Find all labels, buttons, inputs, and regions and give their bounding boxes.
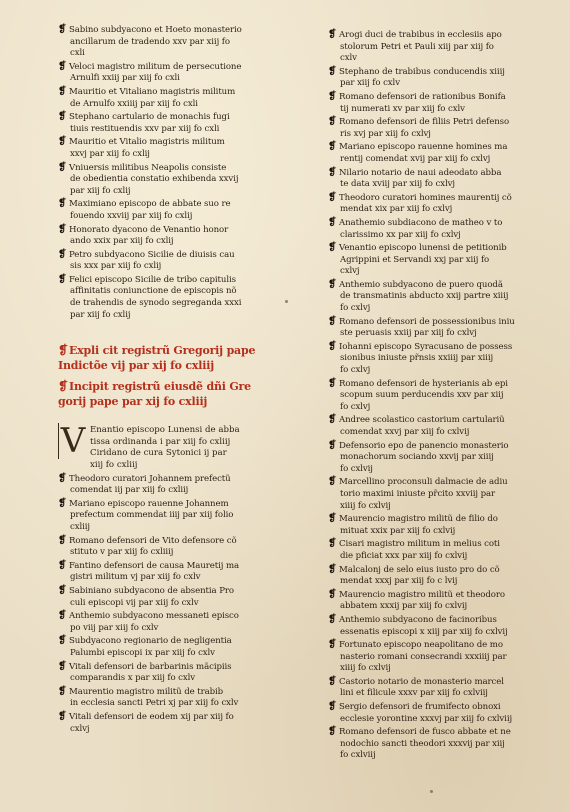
paper-speck <box>430 790 433 793</box>
entry-text: Theodoro curatori Johannem prefectũ comendat iij par xiij fo cxliij <box>69 473 231 496</box>
register-entry <box>328 242 538 278</box>
register-entry <box>328 116 538 140</box>
register-entry <box>58 162 290 198</box>
entry-text: Vitali defensori de barbarinis mãcipiis comparandis x par xiij fo cxlv <box>69 661 232 684</box>
pilcrow-icon: ❡ <box>58 136 67 148</box>
entry-text: Defensorio epo de panencio monasterio monachorum sociando xxvij par xiiij fo cxlvij <box>339 440 509 474</box>
rubric-explicit <box>58 343 290 373</box>
pilcrow-icon: ❡ <box>328 701 337 713</box>
pilcrow-icon: ❡ <box>58 497 67 509</box>
register-entry <box>328 167 538 191</box>
register-entry <box>58 224 290 248</box>
entry-text: Malcalonj de selo eius iusto pro do cõ mendat xxxj par xiij fo c lvij <box>339 564 500 587</box>
pilcrow-icon: ❡ <box>328 439 337 451</box>
left-top-entries <box>58 24 290 321</box>
pilcrow-icon: ❡ <box>328 726 337 738</box>
entry-text: Maurentio magistro militũ de trabib in ecclesia sancti Petri xj par xiij fo cxlv <box>69 686 239 709</box>
pilcrow-icon: ❡ <box>328 191 337 203</box>
entry-text: Mauritio et Vitalio magistris militum xxvj par xiij fo cxlij <box>69 137 225 159</box>
entry-text: Stephano de trabibus conducendis xiiij par xiij fo cxlv <box>339 66 505 89</box>
register-entry <box>328 476 538 512</box>
entry-text: Castorio notario de monasterio marcel lini et filicule xxxv par xiij fo cxlviij <box>339 676 504 699</box>
entry-text: Venantio episcopo lunensi de petitionib Agrippini et Servandi xxj par xiij fo cxlvj <box>339 243 507 277</box>
pilcrow-icon: ❡ <box>328 563 337 575</box>
pilcrow-icon: ❡ <box>58 584 67 596</box>
entry-text: Anathemio subdiacono de matheo v to clarissimo xx par xiij fo cxlvj <box>339 217 503 240</box>
right-column <box>328 29 538 763</box>
pilcrow-icon: ❡ <box>58 343 68 358</box>
pilcrow-icon: ❡ <box>328 166 337 178</box>
entry-text: Arogi duci de trabibus in ecclesiis apo stolorum Petri et Pauli xiij par xiij fo cxlv <box>339 30 502 64</box>
entry-text: Sabino subdyacono et Hoeto monasterio ancillarum de tradendo xxv par xiij fo cxli <box>69 25 242 59</box>
register-entry <box>58 686 290 710</box>
entry-text: Romano defensori de hysterianis ab epi scopum suum perducendis xxv par xiij fo cxlvj <box>339 378 508 412</box>
entry-text: Stephano cartulario de monachis fugi tiuis restituendis xxv par xiij fo cxli <box>69 112 230 134</box>
first-entry: Enantio episcopo Lunensi de abba tissa ordinanda i par xiij fo cxliij Ciridano de cura Sytonici ij par xiij fo cxliij <box>90 425 240 471</box>
register-entry <box>58 661 290 685</box>
register-entry <box>328 141 538 165</box>
register-entry <box>328 701 538 725</box>
rubric-incipit <box>58 379 290 409</box>
pilcrow-icon: ❡ <box>328 315 337 327</box>
register-entry <box>58 136 290 160</box>
incipit-text: Incipit registrũ eiusdẽ dñi Gre gorij pape par xij fo cxliij <box>58 380 251 408</box>
entry-text: Romano defensori de possessionibus iniu ste peruasis xxiij par xiij fo cxlvj <box>339 316 515 339</box>
pilcrow-icon: ❡ <box>58 198 67 210</box>
pilcrow-icon: ❡ <box>328 65 337 77</box>
entry-text: Anthemio subdyacono de facinoribus essenatis episcopi x xiij par xiij fo cxlvij <box>339 614 508 637</box>
register-entry <box>328 589 538 613</box>
register-entry <box>58 560 290 584</box>
pilcrow-icon: ❡ <box>58 710 67 722</box>
register-entry <box>328 66 538 90</box>
pilcrow-icon: ❡ <box>58 660 67 672</box>
pilcrow-icon: ❡ <box>328 414 337 426</box>
pilcrow-icon: ❡ <box>58 161 67 173</box>
entry-text: Romano defensori de rationibus Bonifa tij numerati xv par xiij fo cxlv <box>339 91 506 114</box>
pilcrow-icon: ❡ <box>328 639 337 651</box>
first-letter-block <box>58 421 290 471</box>
entry-text: Romano defensori de fusco abbate et ne nodochio sancti theodori xxxvij par xiij fo cxlviij <box>339 727 511 761</box>
register-entry <box>328 279 538 315</box>
entry-text: Vitali defensori de eodem xij par xiij fo cxlvj <box>69 711 234 734</box>
register-entry <box>58 86 290 110</box>
register-entry <box>328 378 538 414</box>
pilcrow-icon: ❡ <box>328 377 337 389</box>
right-entries <box>328 29 538 762</box>
entry-text: Felici episcopo Sicilie de tribo capitulis affinitatis coniunctione de episcopis nõ de trahendis de synodo segreganda xxxi par xiij fo cxlij <box>69 274 242 320</box>
register-entry <box>58 473 290 497</box>
register-entry <box>328 91 538 115</box>
register-entry <box>328 414 538 438</box>
entry-text: Theodoro curatori homines maurentij cõ mendat xix par xiij fo cxlvj <box>339 192 512 215</box>
pilcrow-icon: ❡ <box>328 340 337 352</box>
register-entry <box>328 29 538 65</box>
entry-text: Anthemio subdyacono de puero quodã de transmatinis abducto xxij partre xiiij fo cxlvj <box>339 279 509 314</box>
register-entry <box>328 192 538 216</box>
pilcrow-icon: ❡ <box>328 613 337 625</box>
entry-text: Nilario notario de naui adeodato abba te data xviij par xiij fo cxlvj <box>339 167 502 190</box>
pilcrow-icon: ❡ <box>328 675 337 687</box>
entry-text: Maximiano episcopo de abbate suo re fouendo xxviij par xiij fo cxlij <box>69 199 231 221</box>
entry-text: Romano defensori de Vito defensore cõ stituto v par xiij fo cxliiij <box>69 535 237 558</box>
entry-text: Vniuersis militibus Neapolis consiste de obedientia constatio exhibenda xxvij par xiij fo cxlij <box>69 162 239 196</box>
pilcrow-icon: ❡ <box>328 538 337 550</box>
register-entry <box>328 513 538 537</box>
register-entry <box>328 538 538 562</box>
entry-text: Anthemio subdyacono messaneti episco po viij par xiij fo cxlv <box>69 611 239 633</box>
pilcrow-icon: ❡ <box>328 242 337 254</box>
pilcrow-icon: ❡ <box>58 111 67 123</box>
register-entry <box>328 341 538 377</box>
entry-text: Petro subdyacono Sicilie de diuisis cau sis xxx par xiij fo cxlij <box>69 249 235 272</box>
pilcrow-icon: ❡ <box>328 588 337 600</box>
entry-text: Fantino defensori de causa Mauretij ma gistri militum vj par xiij fo cxlv <box>69 560 240 583</box>
register-entry <box>58 585 290 609</box>
register-entry <box>58 61 290 85</box>
entry-text: Veloci magistro militum de persecutione Arnulfi xxiij par xiij fo cxli <box>69 61 242 84</box>
register-entry <box>58 24 290 60</box>
pilcrow-icon: ❡ <box>58 685 67 697</box>
pilcrow-icon: ❡ <box>58 248 67 260</box>
entry-text: Sabiniano subdyacono de absentia Pro culi episcopi vij par xiij fo cxlv <box>69 585 234 608</box>
entry-text: Iohanni episcopo Syracusano de possess sionibus iniuste pr̃nsis xxiiij par xiiij fo cxlvj <box>339 341 513 376</box>
register-entry <box>58 111 290 135</box>
pilcrow-icon: ❡ <box>58 24 67 35</box>
pilcrow-icon: ❡ <box>328 141 337 153</box>
entry-text: Fortunato episcopo neapolitano de mo nasterio romani consecrandi xxxiiij par xiiij fo cxlvij <box>339 640 507 674</box>
register-entry <box>328 217 538 241</box>
pilcrow-icon: ❡ <box>328 476 337 488</box>
register-entry <box>328 639 538 675</box>
register-entry <box>328 440 538 476</box>
register-entry <box>328 676 538 700</box>
entry-text: Mariano episcopo rauenne homines ma rentij comendat xvij par xiij fo cxlvj <box>339 142 508 164</box>
pilcrow-icon: ❡ <box>58 610 67 622</box>
entry-text: Sergio defensori de frumifecto obnoxi ecclesie yorontine xxxvj par xiij fo cxlviij <box>339 702 513 724</box>
paper-speck <box>285 300 288 303</box>
pilcrow-icon: ❡ <box>58 85 67 97</box>
entry-text: Andree scolastico castorium cartulariũ comendat xxvj par xiij fo cxlvij <box>339 415 505 437</box>
pilcrow-icon: ❡ <box>58 60 67 72</box>
left-bottom-entries <box>58 473 290 735</box>
register-entry <box>58 711 290 735</box>
pilcrow-icon: ❡ <box>328 90 337 102</box>
entry-text: Maurencio magistro militũ et theodoro abbatem xxxij par xiij fo cxlvij <box>339 589 505 612</box>
register-entry <box>58 610 290 634</box>
entry-text: Subdyacono regionario de negligentia Palumbi episcopi ix par xiij fo cxlv <box>69 636 232 658</box>
pilcrow-icon: ❡ <box>328 278 337 290</box>
register-entry <box>58 198 290 222</box>
register-entry <box>58 249 290 273</box>
entry-text: Mariano episcopo rauenne Johannem prefectum commendat iiij par xiij folio cxliij <box>69 498 234 532</box>
pilcrow-icon: ❡ <box>58 559 67 571</box>
pilcrow-icon: ❡ <box>58 534 67 546</box>
pilcrow-icon: ❡ <box>328 513 337 525</box>
register-entry <box>328 726 538 762</box>
pilcrow-icon: ❡ <box>58 379 68 394</box>
register-entry <box>58 498 290 534</box>
initial-letter: V <box>58 423 87 459</box>
register-entry <box>58 635 290 659</box>
explicit-text: Expli cit registrũ Gregorij pape Indictõe vij par xij fo cxliij <box>58 344 256 372</box>
pilcrow-icon: ❡ <box>58 635 67 647</box>
register-entry <box>58 274 290 321</box>
pilcrow-icon: ❡ <box>328 216 337 228</box>
pilcrow-icon: ❡ <box>58 223 67 235</box>
register-entry <box>328 316 538 340</box>
entry-text: Honorato dyacono de Venantio honor ando xxix par xiij fo cxlij <box>69 224 229 247</box>
register-entry <box>328 614 538 638</box>
left-column <box>58 24 290 736</box>
pilcrow-icon: ❡ <box>58 472 67 484</box>
entry-text: Cisari magistro militum in melius coti die pficiat xxx par xiij fo cxlvij <box>339 539 500 561</box>
pilcrow-icon: ❡ <box>328 116 337 128</box>
pilcrow-icon: ❡ <box>58 273 67 285</box>
pilcrow-icon: ❡ <box>328 29 337 40</box>
entry-text: Mauritio et Vitaliano magistris militum de Arnulfo xxiiij par xiij fo cxli <box>69 86 236 109</box>
entry-text: Marcellino proconsuli dalmacie de adiu torio maximi iniuste pr̃cito xxviij par xiiij fo cxlvij <box>339 477 508 511</box>
register-entry <box>328 564 538 588</box>
entry-text: Romano defensori de filiis Petri defenso ris xvj par xiij fo cxlvj <box>339 117 510 139</box>
register-entry <box>58 535 290 559</box>
entry-text: Maurencio magistro militũ de filio do mituat xxix par xiij fo cxlvij <box>339 514 498 536</box>
